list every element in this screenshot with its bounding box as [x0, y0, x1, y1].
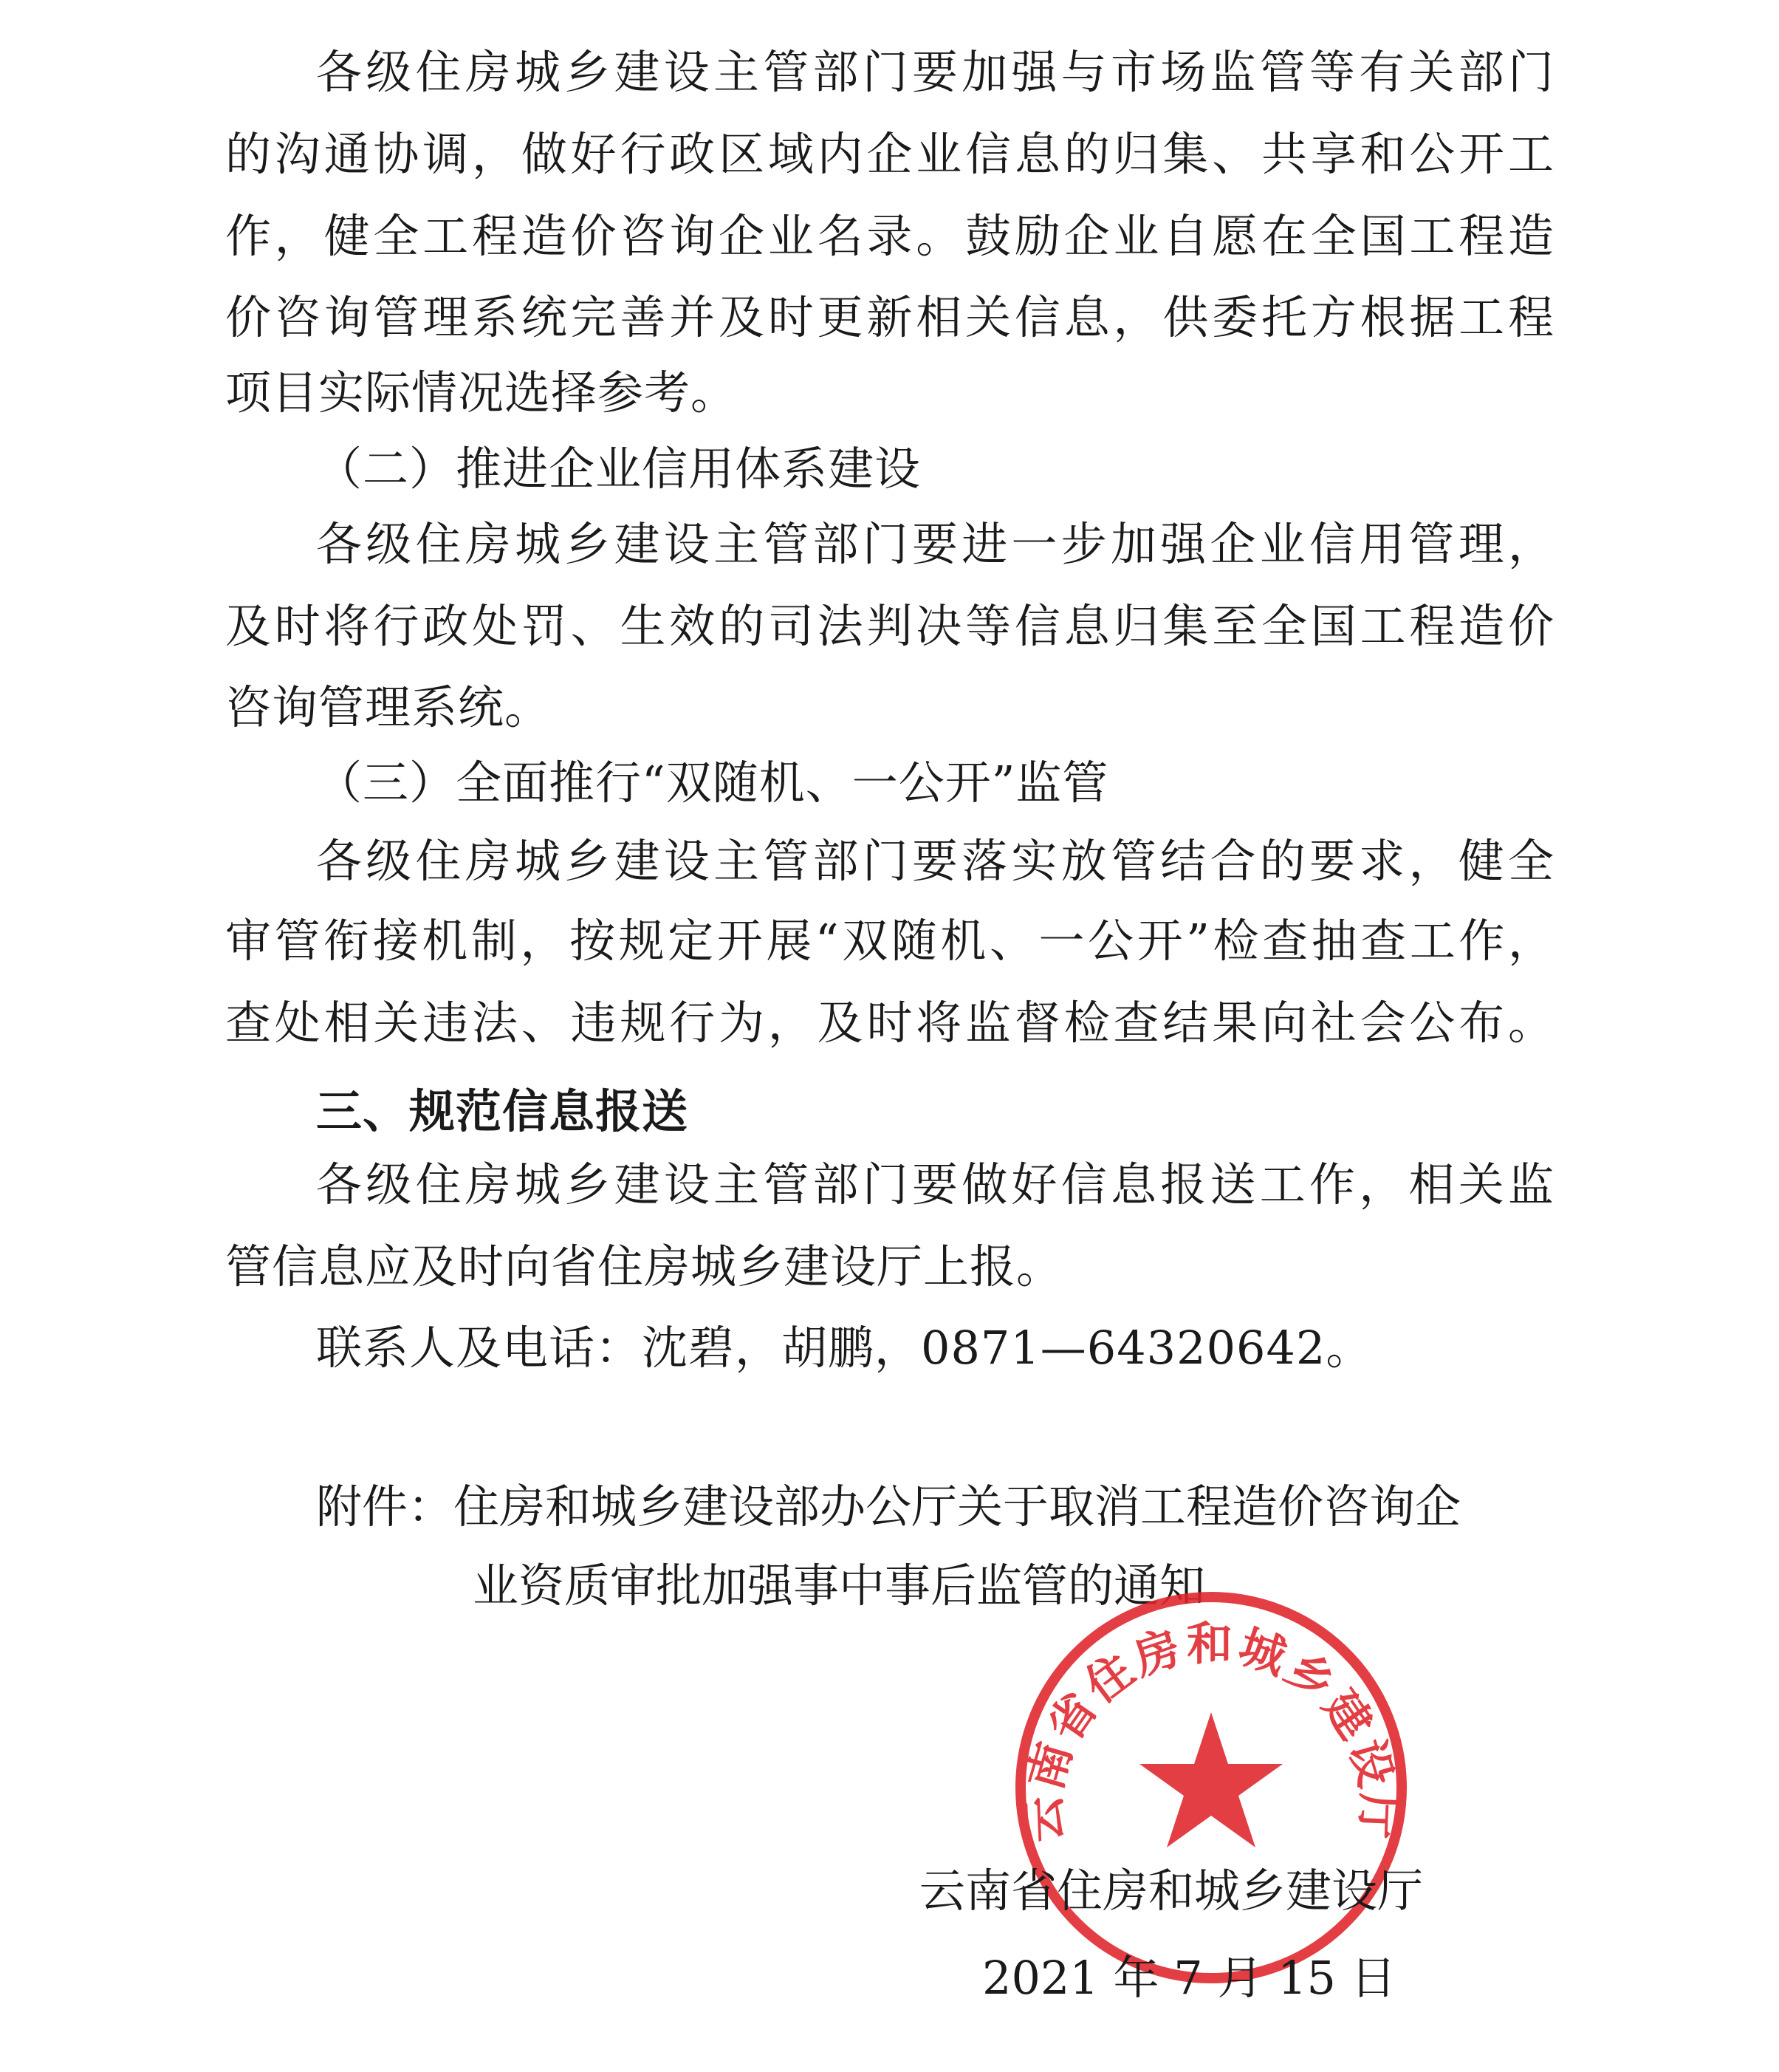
seal-star-icon: [1139, 1712, 1283, 1847]
paragraph-line: 各级住房城乡建设主管部门要做好信息报送工作，相关监: [316, 1158, 1555, 1211]
paragraph-line: 管信息应及时向省住房城乡建设厅上报。: [225, 1240, 1063, 1293]
paragraph-line: 价咨询管理系统完善并及时更新相关信息，供委托方根据工程: [225, 290, 1555, 344]
subheading-credit-system: （二）推进企业信用体系建设: [316, 442, 922, 496]
issuing-organization: 云南省住房和城乡建设厅: [919, 1864, 1424, 1918]
official-seal-stamp: [1012, 1588, 1410, 1987]
contact-info: 联系人及电话：沈碧，胡鹏，0871—64320642。: [316, 1321, 1373, 1375]
issue-date: 2021 年 7 月 15 日: [982, 1951, 1396, 2005]
section-heading-info-report: 三、规范信息报送: [316, 1084, 689, 1138]
attachment-line-1: 附件：住房和城乡建设部办公厅关于取消工程造价咨询企: [316, 1480, 1461, 1534]
paragraph-line: 作，健全工程造价咨询企业名录。鼓励企业自愿在全国工程造: [225, 209, 1555, 263]
paragraph-line: 查处相关违法、违规行为，及时将监督检查结果向社会公布。: [225, 996, 1555, 1050]
attachment-line-2: 业资质审批加强事中事后监管的通知: [473, 1559, 1206, 1613]
paragraph-line: 的沟通协调，做好行政区域内企业信息的归集、共享和公开工: [225, 127, 1555, 181]
paragraph-line: 咨询管理系统。: [225, 680, 552, 734]
paragraph-line: 项目实际情况选择参考。: [225, 366, 738, 420]
paragraph-line: 各级住房城乡建设主管部门要进一步加强企业信用管理，: [316, 517, 1555, 571]
paragraph-line: 各级住房城乡建设主管部门要落实放管结合的要求，健全: [316, 834, 1555, 888]
paragraph-line: 及时将行政处罚、生效的司法判决等信息归集至全国工程造价: [225, 599, 1555, 653]
subheading-double-random: （三）全面推行“双随机、一公开”监管: [316, 756, 1109, 810]
paragraph-line: 各级住房城乡建设主管部门要加强与市场监管等有关部门: [316, 45, 1555, 99]
paragraph-line: 审管衔接机制，按规定开展“双随机、一公开”检查抽查工作，: [225, 914, 1555, 968]
seal-text: 云南省住房和城乡建设厅: [1015, 1616, 1407, 1844]
